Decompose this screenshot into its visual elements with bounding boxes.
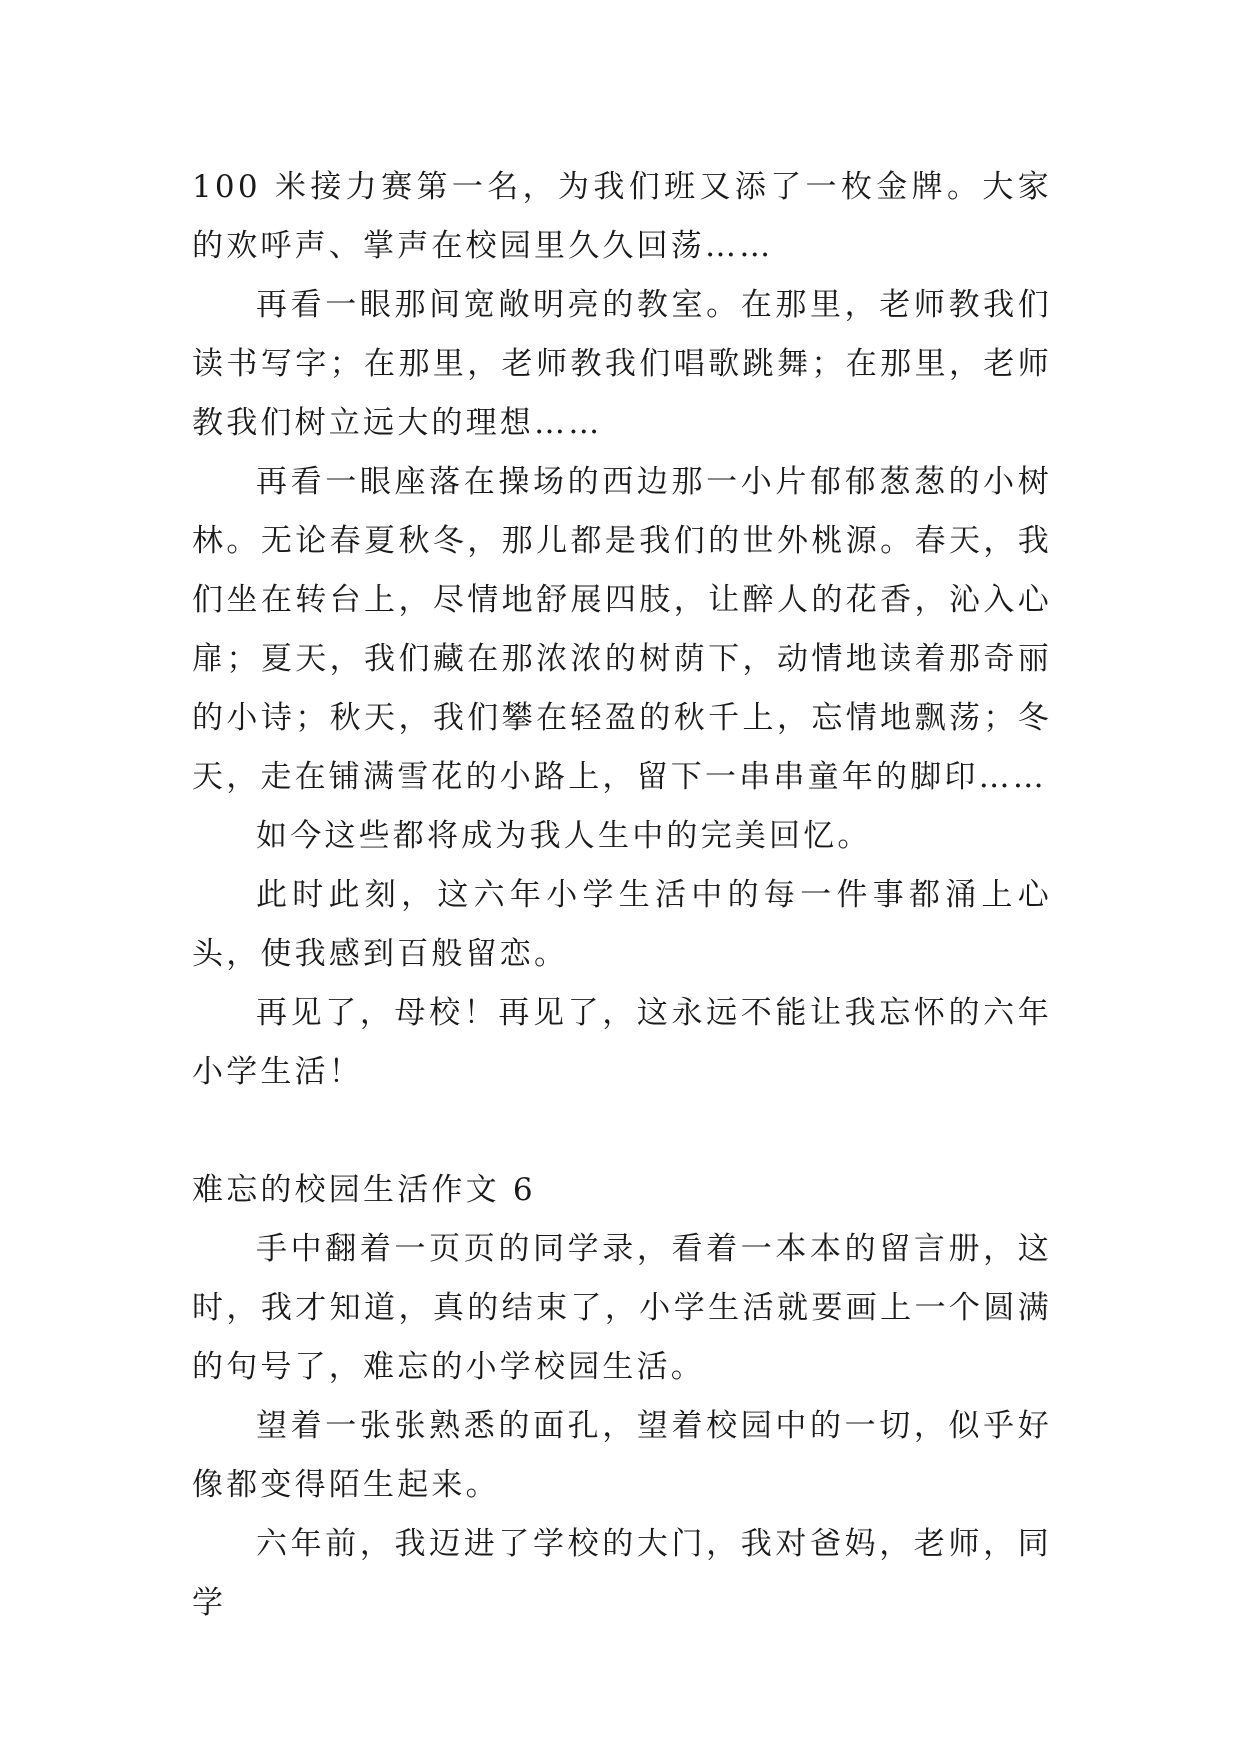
- section-heading: 难忘的校园生活作文 6: [192, 1172, 536, 1208]
- paragraph-six-years-ago: 六年前，我迈进了学校的大门，我对爸妈，老师，同学: [192, 1526, 1052, 1621]
- paragraph-grove: 再看一眼座落在操场的西边那一小片郁郁葱葱的小树林。无论春夏秋冬，那儿都是我们的世外桃源。春天，我们坐在转台上，尽情地舒展四肢，让醉人的花香，沁入心扉；夏天，我们藏在那浓浓的树荫下，动情地读着那奇丽的小诗；秋天，我们攀在轻盈的秋千上，忘情地飘荡；冬天，走在铺满雪花的小路上，留下一串串童年的脚印……: [192, 464, 1052, 795]
- paragraph-relay-race: 100 米接力赛第一名，为我们班又添了一枚金牌。大家的欢呼声、掌声在校园里久久回荡……: [192, 169, 1052, 264]
- paragraph-memories: 如今这些都将成为我人生中的完美回忆。: [256, 818, 872, 854]
- paragraph-yearbook: 手中翻着一页页的同学录，看着一本本的留言册，这时，我才知道，真的结束了，小学生活就要画上一个圆满的句号了，难忘的小学校园生活。: [192, 1231, 1052, 1385]
- paragraph-classroom: 再看一眼那间宽敞明亮的教室。在那里，老师教我们读书写字；在那里，老师教我们唱歌跳舞；在那里，老师教我们树立远大的理想……: [192, 287, 1052, 441]
- paragraph-faces: 望着一张张熟悉的面孔，望着校园中的一切，似乎好像都变得陌生起来。: [192, 1408, 1052, 1503]
- paragraph-farewell: 再见了，母校！再见了，这永远不能让我忘怀的六年小学生活！: [192, 995, 1052, 1090]
- paragraph-this-moment: 此时此刻，这六年小学生活中的每一件事都涌上心头，使我感到百般留恋。: [192, 877, 1052, 972]
- document-body: [192, 158, 1052, 1633]
